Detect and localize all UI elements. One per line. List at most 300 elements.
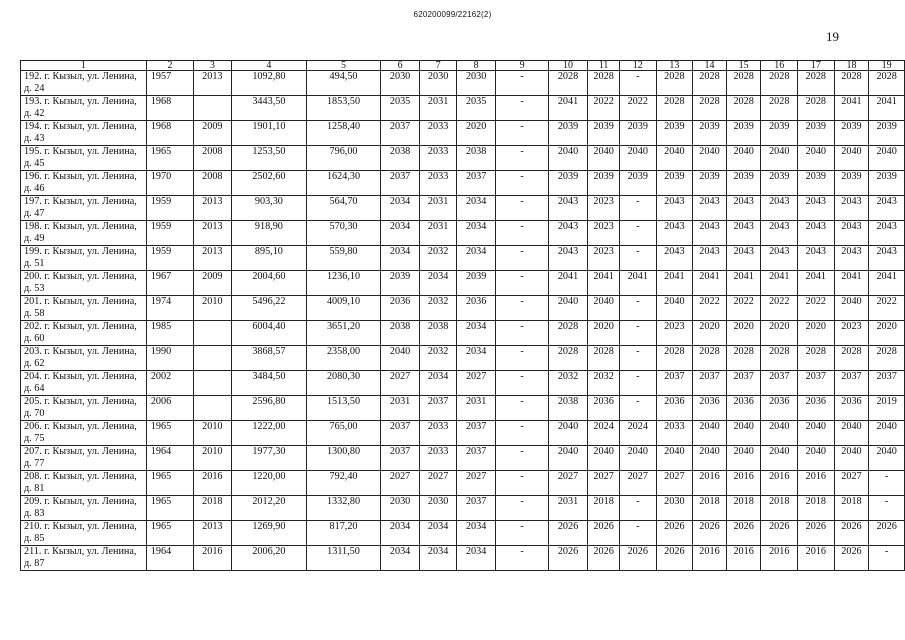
table-row — [21, 346, 905, 371]
table-cell: 2027 — [380, 471, 419, 496]
table-cell: - — [496, 321, 548, 346]
table-cell: 2013 — [194, 71, 232, 96]
table-cell: 2040 — [588, 446, 620, 471]
housing-table — [20, 60, 905, 571]
table-cell: 2043 — [834, 246, 869, 271]
table-cell: 1624,30 — [307, 171, 381, 196]
table-row — [21, 71, 905, 96]
table-cell: - — [496, 246, 548, 271]
table-cell: 2041 — [619, 271, 656, 296]
address-cell: 192. г. Кызыл, ул. Ленина, д. 24 — [21, 71, 147, 96]
table-cell: - — [496, 346, 548, 371]
column-header: 1 — [21, 61, 147, 71]
table-cell: 2037 — [834, 371, 869, 396]
table-cell: 2043 — [869, 196, 905, 221]
table-cell: - — [496, 221, 548, 246]
table-cell: 895,10 — [231, 246, 307, 271]
table-cell: 2030 — [380, 496, 419, 521]
table-cell: 2034 — [380, 196, 419, 221]
table-cell: 2037 — [456, 446, 495, 471]
table-cell: 1901,10 — [231, 121, 307, 146]
table-cell: 2039 — [726, 121, 761, 146]
table-cell: 2039 — [619, 171, 656, 196]
table-cell: - — [496, 121, 548, 146]
table-cell: 2018 — [726, 496, 761, 521]
table-cell: 2028 — [588, 346, 620, 371]
table-cell: 2040 — [588, 146, 620, 171]
table-cell: 2043 — [798, 196, 835, 221]
table-cell: 1974 — [146, 296, 193, 321]
table-cell: - — [496, 96, 548, 121]
column-header: 6 — [380, 61, 419, 71]
table-cell: 2028 — [798, 71, 835, 96]
table-cell: 2043 — [726, 221, 761, 246]
header-row — [21, 61, 905, 71]
table-cell: 2022 — [869, 296, 905, 321]
column-header: 7 — [420, 61, 457, 71]
table-cell: 918,90 — [231, 221, 307, 246]
table-cell: 559,80 — [307, 246, 381, 271]
table-cell: 2024 — [588, 421, 620, 446]
table-cell: 2040 — [726, 421, 761, 446]
table-cell: - — [496, 496, 548, 521]
table-cell: 2040 — [869, 421, 905, 446]
table-cell: 2028 — [548, 321, 587, 346]
table-cell: 2040 — [798, 421, 835, 446]
table-cell: 1332,80 — [307, 496, 381, 521]
table-row — [21, 171, 905, 196]
table-row — [21, 121, 905, 146]
table-cell: 2037 — [380, 171, 419, 196]
table-cell: 2041 — [869, 271, 905, 296]
table-cell: 2040 — [761, 146, 798, 171]
table-cell: 2033 — [656, 421, 693, 446]
table-cell: 1967 — [146, 271, 193, 296]
table-cell: 1968 — [146, 121, 193, 146]
table-cell: 2034 — [380, 246, 419, 271]
column-header: 4 — [231, 61, 307, 71]
table-cell: 2032 — [420, 346, 457, 371]
table-cell: 2034 — [380, 521, 419, 546]
table-cell: 2026 — [761, 521, 798, 546]
table-cell: 2041 — [548, 271, 587, 296]
table-row — [21, 96, 905, 121]
table-cell: 1965 — [146, 146, 193, 171]
table-cell: - — [619, 246, 656, 271]
table-cell: 2028 — [693, 346, 727, 371]
table-cell: 2026 — [834, 546, 869, 571]
table-cell: 2037 — [761, 371, 798, 396]
table-cell: 2026 — [548, 521, 587, 546]
table-cell: 2006 — [146, 396, 193, 421]
table-cell: 2043 — [656, 221, 693, 246]
table-cell: 1300,80 — [307, 446, 381, 471]
table-cell: 2036 — [456, 296, 495, 321]
table-cell: 2037 — [656, 371, 693, 396]
table-cell: 1964 — [146, 546, 193, 571]
table-cell: 792,40 — [307, 471, 381, 496]
table-cell: 796,00 — [307, 146, 381, 171]
table-cell: 2596,80 — [231, 396, 307, 421]
table-cell: 2502,60 — [231, 171, 307, 196]
table-cell: 564,70 — [307, 196, 381, 221]
table-cell: 2023 — [588, 196, 620, 221]
table-cell: 2040 — [548, 296, 587, 321]
table-cell: 2026 — [798, 521, 835, 546]
table-cell: 1968 — [146, 96, 193, 121]
address-cell: 195. г. Кызыл, ул. Ленина, д. 45 — [21, 146, 147, 171]
table-cell: 2039 — [656, 171, 693, 196]
table-row — [21, 396, 905, 421]
table-cell: 2040 — [869, 446, 905, 471]
table-cell: 2040 — [869, 146, 905, 171]
table-cell — [194, 346, 232, 371]
table-cell: 2031 — [548, 496, 587, 521]
page-number: 19 — [826, 29, 839, 44]
table-cell: 2040 — [656, 446, 693, 471]
column-header: 15 — [726, 61, 761, 71]
table-cell: 2010 — [194, 296, 232, 321]
table-cell: 2034 — [456, 196, 495, 221]
table-cell: 2043 — [693, 221, 727, 246]
table-cell: 2039 — [588, 171, 620, 196]
table-cell: 2026 — [656, 521, 693, 546]
table-cell: 2022 — [726, 296, 761, 321]
table-row — [21, 146, 905, 171]
table-cell: 2037 — [380, 446, 419, 471]
table-cell: 2032 — [548, 371, 587, 396]
table-cell: 2038 — [420, 321, 457, 346]
table-cell: 2043 — [798, 221, 835, 246]
column-header: 11 — [588, 61, 620, 71]
table-cell: - — [619, 296, 656, 321]
table-cell: 2037 — [798, 371, 835, 396]
table-cell: 2016 — [726, 471, 761, 496]
table-cell: - — [619, 196, 656, 221]
table-row — [21, 221, 905, 246]
table-cell: 2028 — [869, 71, 905, 96]
table-cell: 2020 — [869, 321, 905, 346]
address-cell: 200. г. Кызыл, ул. Ленина, д. 53 — [21, 271, 147, 296]
table-cell: 2040 — [834, 146, 869, 171]
column-header: 17 — [798, 61, 835, 71]
table-cell: - — [496, 446, 548, 471]
table-cell: 1258,40 — [307, 121, 381, 146]
table-cell: 2028 — [693, 71, 727, 96]
table-cell: 2012,20 — [231, 496, 307, 521]
table-cell: 2040 — [656, 296, 693, 321]
table-cell: 2037 — [456, 496, 495, 521]
column-header: 18 — [834, 61, 869, 71]
table-cell: 1959 — [146, 221, 193, 246]
table-cell: 2016 — [761, 471, 798, 496]
table-cell: 2031 — [420, 196, 457, 221]
table-cell: 2043 — [656, 246, 693, 271]
table-cell: 2043 — [548, 246, 587, 271]
table-cell: 2038 — [380, 321, 419, 346]
table-row — [21, 246, 905, 271]
table-cell: 2040 — [726, 146, 761, 171]
table-cell: 2018 — [194, 496, 232, 521]
table-cell: 2038 — [380, 146, 419, 171]
table-cell: - — [496, 521, 548, 546]
table-cell: 2024 — [619, 421, 656, 446]
table-cell: 2008 — [194, 171, 232, 196]
table-cell: - — [869, 471, 905, 496]
table-cell: 1965 — [146, 521, 193, 546]
table-row — [21, 296, 905, 321]
column-header: 14 — [693, 61, 727, 71]
table-cell — [194, 96, 232, 121]
address-cell: 199. г. Кызыл, ул. Ленина, д. 51 — [21, 246, 147, 271]
table-cell: - — [496, 271, 548, 296]
table-cell: 2036 — [761, 396, 798, 421]
table-cell: 2026 — [588, 546, 620, 571]
table-cell: 2028 — [834, 346, 869, 371]
table-cell: 2043 — [869, 221, 905, 246]
table-cell: 2022 — [761, 296, 798, 321]
table-cell: - — [496, 471, 548, 496]
table-cell: 2023 — [656, 321, 693, 346]
table-cell: 2033 — [420, 446, 457, 471]
table-cell: 2043 — [548, 221, 587, 246]
table-cell: 2034 — [380, 546, 419, 571]
table-cell: 2026 — [619, 546, 656, 571]
table-cell: 4009,10 — [307, 296, 381, 321]
table-cell: 2010 — [194, 421, 232, 446]
table-cell: 2040 — [834, 446, 869, 471]
table-cell: 2031 — [420, 96, 457, 121]
table-cell: 1990 — [146, 346, 193, 371]
table-cell: 2018 — [798, 496, 835, 521]
table-cell: 2037 — [380, 421, 419, 446]
table-cell: 2036 — [588, 396, 620, 421]
table-cell: 2041 — [834, 96, 869, 121]
table-cell: 2020 — [456, 121, 495, 146]
table-row — [21, 371, 905, 396]
table-cell: 1853,50 — [307, 96, 381, 121]
table-cell: 2026 — [834, 521, 869, 546]
table-cell: 2016 — [761, 546, 798, 571]
table-cell: 2028 — [798, 96, 835, 121]
table-cell: 2028 — [726, 71, 761, 96]
table-cell: - — [496, 546, 548, 571]
table-cell: 2032 — [420, 296, 457, 321]
table-cell: 2018 — [834, 496, 869, 521]
table-cell: 2016 — [194, 471, 232, 496]
table-cell: 6004,40 — [231, 321, 307, 346]
table-row — [21, 471, 905, 496]
table-cell: 2031 — [456, 396, 495, 421]
table-cell: 2036 — [656, 396, 693, 421]
table-cell: 2016 — [798, 546, 835, 571]
table-cell — [194, 321, 232, 346]
table-cell: 2020 — [693, 321, 727, 346]
address-cell: 210. г. Кызыл, ул. Ленина, д. 85 — [21, 521, 147, 546]
table-cell: 2040 — [834, 421, 869, 446]
table-cell: 2027 — [420, 471, 457, 496]
table-cell: 2028 — [761, 96, 798, 121]
table-cell: 2026 — [693, 521, 727, 546]
table-cell: 1269,90 — [231, 521, 307, 546]
table-cell: 2040 — [380, 346, 419, 371]
table-cell: 1092,80 — [231, 71, 307, 96]
table-cell: 903,30 — [231, 196, 307, 221]
table-cell: 2041 — [588, 271, 620, 296]
table-cell: 2023 — [834, 321, 869, 346]
table-cell: 2043 — [834, 221, 869, 246]
table-cell: 1311,50 — [307, 546, 381, 571]
table-cell: - — [496, 196, 548, 221]
table-cell: 570,30 — [307, 221, 381, 246]
table-row — [21, 196, 905, 221]
table-cell: 2040 — [726, 446, 761, 471]
table-row — [21, 271, 905, 296]
table-cell: 2027 — [456, 371, 495, 396]
table-cell: 2034 — [456, 546, 495, 571]
table-cell: 2039 — [761, 121, 798, 146]
address-cell: 194. г. Кызыл, ул. Ленина, д. 43 — [21, 121, 147, 146]
address-cell: 207. г. Кызыл, ул. Ленина, д. 77 — [21, 446, 147, 471]
table-cell: 1965 — [146, 496, 193, 521]
table-cell: 2040 — [588, 296, 620, 321]
table-cell: 2039 — [380, 271, 419, 296]
table-cell: 2041 — [761, 271, 798, 296]
address-cell: 203. г. Кызыл, ул. Ленина, д. 62 — [21, 346, 147, 371]
address-cell: 198. г. Кызыл, ул. Ленина, д. 49 — [21, 221, 147, 246]
table-cell: 2039 — [548, 121, 587, 146]
table-cell: 2041 — [726, 271, 761, 296]
table-cell: 2026 — [548, 546, 587, 571]
table-cell: 2043 — [693, 196, 727, 221]
table-cell: 2031 — [380, 396, 419, 421]
table-cell: 2037 — [869, 371, 905, 396]
table-cell: - — [496, 171, 548, 196]
table-cell: 1965 — [146, 471, 193, 496]
table-cell: 2032 — [588, 371, 620, 396]
table-cell: 2040 — [548, 421, 587, 446]
table-cell: 2037 — [456, 171, 495, 196]
table-cell: 2035 — [456, 96, 495, 121]
table-cell: 1222,00 — [231, 421, 307, 446]
table-cell: - — [619, 371, 656, 396]
table-cell: 2028 — [693, 96, 727, 121]
table-cell: 2039 — [656, 121, 693, 146]
table-cell: 2028 — [656, 71, 693, 96]
table-cell: 2039 — [619, 121, 656, 146]
table-cell: 2022 — [588, 96, 620, 121]
column-header: 19 — [869, 61, 905, 71]
table-cell: 2028 — [798, 346, 835, 371]
table-cell: 2037 — [420, 396, 457, 421]
address-cell: 197. г. Кызыл, ул. Ленина, д. 47 — [21, 196, 147, 221]
table-cell: 2028 — [761, 346, 798, 371]
table-cell: 2030 — [656, 496, 693, 521]
table-cell: 2027 — [456, 471, 495, 496]
table-cell: 2041 — [869, 96, 905, 121]
table-cell: 2040 — [656, 146, 693, 171]
table-cell: 2004,60 — [231, 271, 307, 296]
table-cell: 2039 — [869, 171, 905, 196]
table-cell: - — [869, 546, 905, 571]
table-cell: 1220,00 — [231, 471, 307, 496]
table-cell: 2016 — [726, 546, 761, 571]
address-cell: 206. г. Кызыл, ул. Ленина, д. 75 — [21, 421, 147, 446]
table-cell: 2027 — [588, 471, 620, 496]
table-cell: 2043 — [761, 196, 798, 221]
table-cell: 2033 — [420, 146, 457, 171]
table-cell: 2030 — [456, 71, 495, 96]
address-cell: 193. г. Кызыл, ул. Ленина, д. 42 — [21, 96, 147, 121]
table-cell: 2358,00 — [307, 346, 381, 371]
table-cell: 2026 — [656, 546, 693, 571]
table-cell: 2020 — [761, 321, 798, 346]
table-cell: 2016 — [194, 546, 232, 571]
table-cell: 2018 — [588, 496, 620, 521]
table-cell: 2028 — [761, 71, 798, 96]
table-cell: 2009 — [194, 121, 232, 146]
table-cell: 1513,50 — [307, 396, 381, 421]
table-cell: 2028 — [656, 96, 693, 121]
table-cell: 2039 — [869, 121, 905, 146]
table-cell: 2026 — [588, 521, 620, 546]
table-cell: 2039 — [798, 171, 835, 196]
table-cell: 2033 — [420, 171, 457, 196]
table-cell: 2018 — [761, 496, 798, 521]
document-id: 620200099/22162(2) — [413, 10, 492, 19]
table-cell: 2037 — [693, 371, 727, 396]
table-row — [21, 321, 905, 346]
table-cell: 2034 — [456, 346, 495, 371]
table-cell: 2040 — [548, 446, 587, 471]
table-cell: 2040 — [693, 421, 727, 446]
table-cell: - — [619, 321, 656, 346]
table-row — [21, 546, 905, 571]
table-cell: 2038 — [456, 146, 495, 171]
table-cell: 1236,10 — [307, 271, 381, 296]
table-cell: 2018 — [693, 496, 727, 521]
table-cell: 2036 — [798, 396, 835, 421]
table-cell: 2028 — [588, 71, 620, 96]
table-cell: 2035 — [380, 96, 419, 121]
table-cell: - — [496, 296, 548, 321]
table-cell: 2034 — [456, 321, 495, 346]
table-cell: 2040 — [693, 146, 727, 171]
table-cell: 2043 — [761, 246, 798, 271]
table-cell: - — [496, 71, 548, 96]
table-cell: 765,00 — [307, 421, 381, 446]
table-cell: 3868,57 — [231, 346, 307, 371]
table-cell: 2041 — [693, 271, 727, 296]
table-cell: 2030 — [420, 71, 457, 96]
table-cell: - — [619, 521, 656, 546]
table-cell: 1253,50 — [231, 146, 307, 171]
table-cell: 2039 — [588, 121, 620, 146]
table-cell: 2016 — [693, 471, 727, 496]
table-cell: 2043 — [726, 246, 761, 271]
table-cell: 2043 — [693, 246, 727, 271]
table-cell: 2041 — [798, 271, 835, 296]
address-cell: 209. г. Кызыл, ул. Ленина, д. 83 — [21, 496, 147, 521]
table-cell: 1964 — [146, 446, 193, 471]
table-cell: 2043 — [656, 196, 693, 221]
table-cell: 2039 — [456, 271, 495, 296]
table-cell: 2040 — [619, 446, 656, 471]
column-header: 2 — [146, 61, 193, 71]
table-cell: 2026 — [869, 521, 905, 546]
table-cell: - — [869, 496, 905, 521]
table-cell: 2034 — [456, 221, 495, 246]
